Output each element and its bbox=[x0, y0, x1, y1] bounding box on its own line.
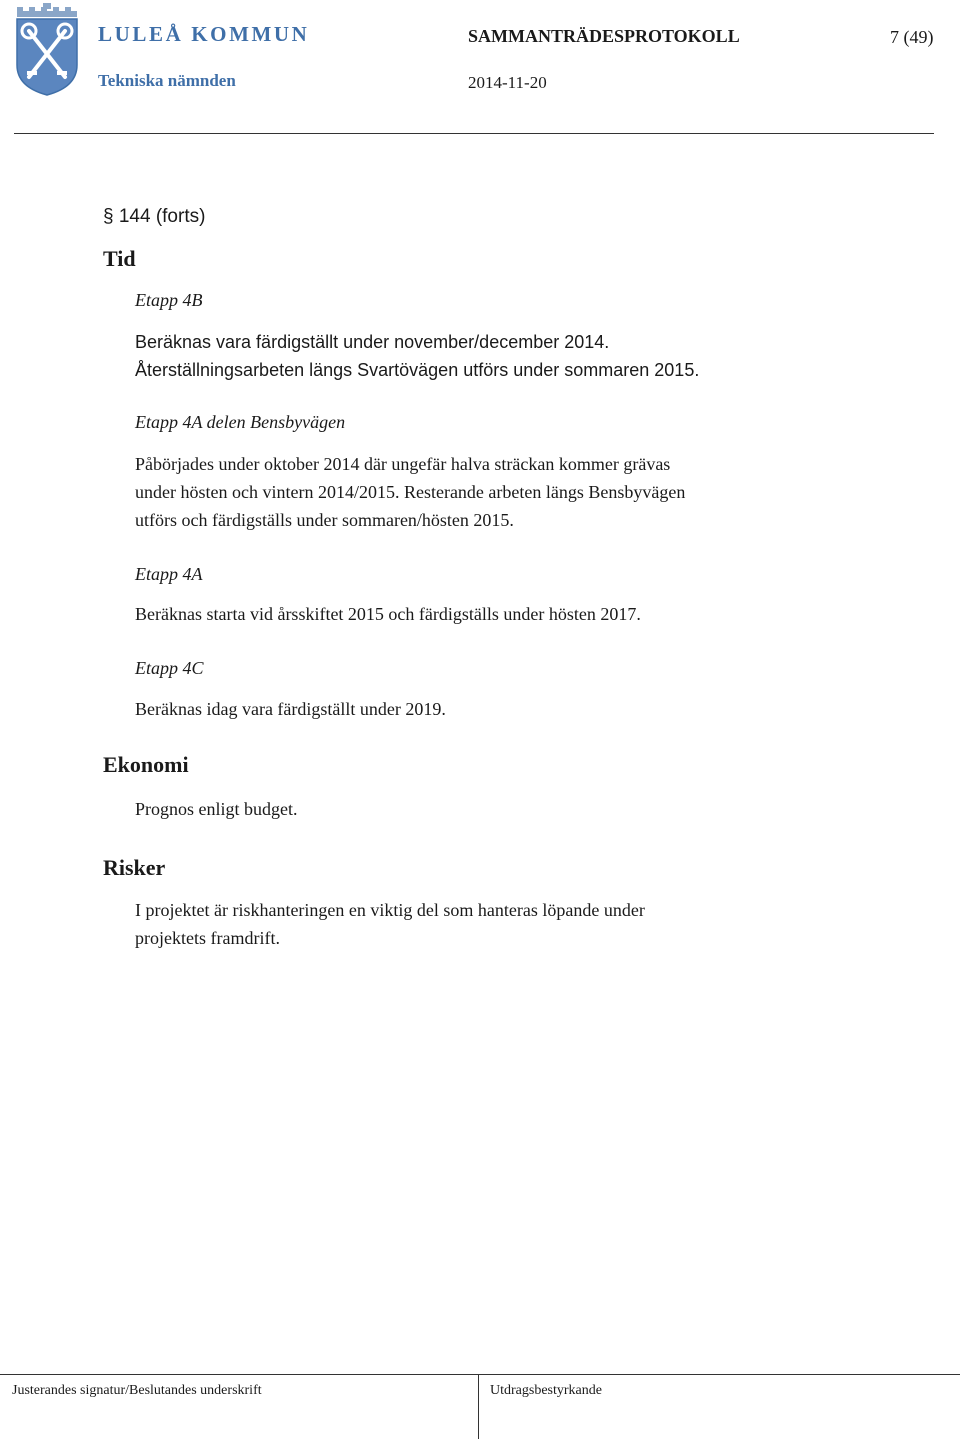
paragraph-reference: § 144 (forts) bbox=[103, 206, 206, 227]
lulea-coat-of-arms-icon bbox=[13, 3, 81, 97]
section-heading-tid: Tid bbox=[103, 246, 136, 271]
organization-name: LULEÅ KOMMUN bbox=[98, 22, 310, 46]
etapp-4b-text bbox=[135, 328, 699, 384]
document-type: SAMMANTRÄDESPROTOKOLL bbox=[468, 26, 740, 46]
footer-signature-label: Justerandes signatur/Beslutandes underskrift bbox=[12, 1383, 262, 1398]
footer-column-separator bbox=[478, 1374, 479, 1439]
ekonomi-text bbox=[135, 795, 298, 823]
etapp-4b-title: Etapp 4B bbox=[135, 290, 203, 310]
section-heading-risker: Risker bbox=[103, 855, 166, 880]
text-line: Prognos enligt budget. bbox=[135, 799, 298, 819]
text-line: I projektet är riskhanteringen en viktig del som hanteras löpande under bbox=[135, 900, 645, 920]
text-line: projektets framdrift. bbox=[135, 928, 280, 948]
text-line: under hösten och vintern 2014/2015. Resterande arbeten längs Bensbyvägen bbox=[135, 482, 686, 502]
text-line: utförs och färdigställs under sommaren/hösten 2015. bbox=[135, 510, 514, 530]
etapp-4a-bensby-title: Etapp 4A delen Bensbyvägen bbox=[135, 412, 346, 432]
meeting-date: 2014-11-20 bbox=[468, 73, 547, 92]
text-line: Beräknas starta vid årsskiftet 2015 och färdigställs under hösten 2017. bbox=[135, 604, 641, 624]
footer-divider bbox=[0, 1374, 960, 1375]
etapp-4a-text bbox=[135, 600, 641, 628]
footer-certification-label: Utdragsbestyrkande bbox=[490, 1383, 602, 1398]
etapp-4c-title: Etapp 4C bbox=[135, 658, 204, 678]
text-line: Beräknas idag vara färdigställt under 2019. bbox=[135, 699, 446, 719]
risker-text bbox=[135, 896, 645, 952]
etapp-4a-title: Etapp 4A bbox=[135, 564, 203, 584]
text-line: Påbörjades under oktober 2014 där ungefär halva sträckan kommer grävas bbox=[135, 454, 671, 474]
text-line: Återställningsarbeten längs Svartövägen utförs under sommaren 2015. bbox=[135, 360, 700, 380]
page-number: 7 (49) bbox=[890, 27, 934, 47]
etapp-4c-text bbox=[135, 695, 446, 723]
department-name: Tekniska nämnden bbox=[98, 71, 236, 90]
section-heading-ekonomi: Ekonomi bbox=[103, 752, 189, 777]
text-line: Beräknas vara färdigställt under november/december 2014. bbox=[135, 332, 610, 352]
etapp-4a-bensby-text bbox=[135, 450, 685, 534]
header-divider bbox=[14, 133, 934, 134]
